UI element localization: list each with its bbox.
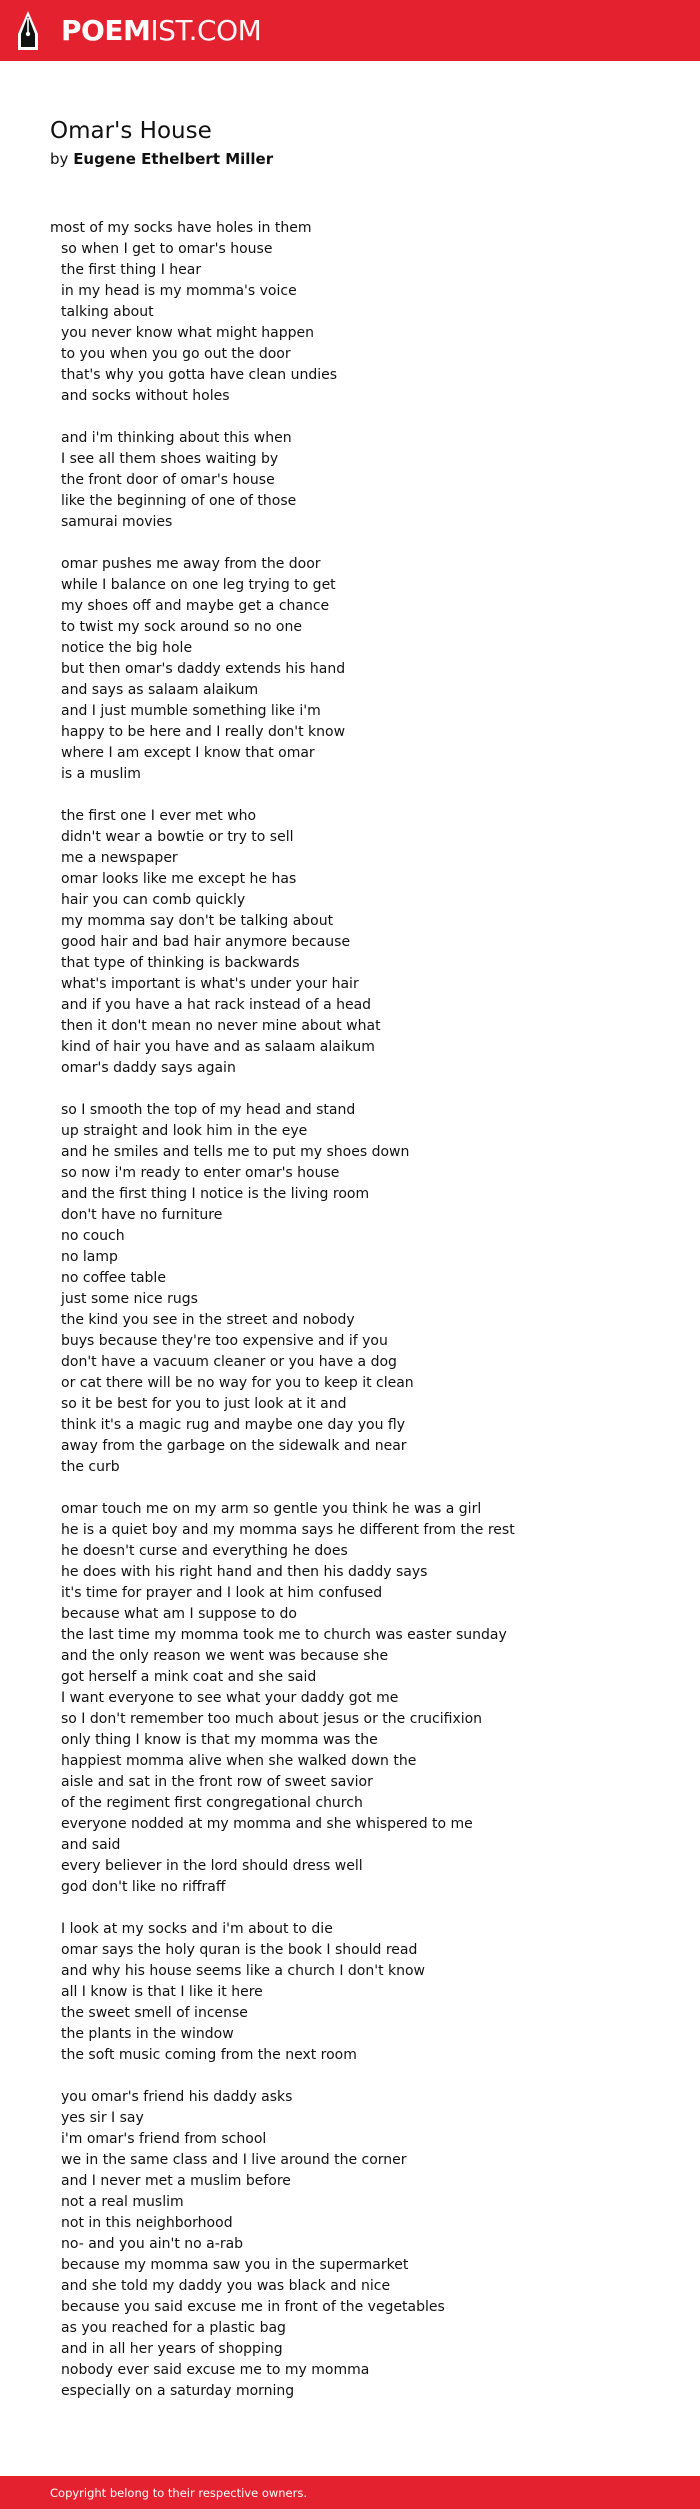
poem-line: kind of hair you have and as salaam alaikum xyxy=(61,1039,375,1055)
poem-line: and she told my daddy you was black and nice xyxy=(61,2278,391,2294)
poem-line: all I know is that I like it here xyxy=(61,1984,263,2000)
stanza xyxy=(50,554,670,785)
poem-line: he does with his right hand and then his daddy says xyxy=(61,1564,428,1580)
poem-line: and I just mumble something like i'm xyxy=(61,703,321,719)
poem-line: like the beginning of one of those xyxy=(61,493,297,509)
poem-line: I see all them shoes waiting by xyxy=(61,451,279,467)
poem-line: omar says the holy quran is the book I should read xyxy=(61,1942,418,1958)
poem-line: didn't wear a bowtie or try to sell xyxy=(61,829,294,845)
poem-line: notice the big hole xyxy=(61,640,193,656)
poem-line: think it's a magic rug and maybe one day you fly xyxy=(61,1417,406,1433)
poem-line: not a real muslim xyxy=(61,2194,184,2210)
site-logo-link[interactable] xyxy=(61,14,261,48)
poem-line: so I don't remember too much about jesus or the crucifixion xyxy=(61,1711,483,1727)
stanza xyxy=(50,428,670,533)
stanza xyxy=(50,806,670,1079)
poem-line: he is a quiet boy and my momma says he different from the rest xyxy=(61,1522,515,1538)
poem-line: aisle and sat in the front row of sweet savior xyxy=(61,1774,373,1790)
poem-line: no coffee table xyxy=(61,1270,166,1286)
poem-line: buys because they're too expensive and if you xyxy=(61,1333,388,1349)
poem-line: and if you have a hat rack instead of a head xyxy=(61,997,372,1013)
poem-line: he doesn't curse and everything he does xyxy=(61,1543,348,1559)
poem-line: the first thing I hear xyxy=(61,262,202,278)
poem-line: the kind you see in the street and nobody xyxy=(61,1312,355,1328)
poem-line: just some nice rugs xyxy=(61,1291,198,1307)
copyright-notice: Copyright belong to their respective owners. xyxy=(50,2486,308,2500)
poem-line: and he smiles and tells me to put my shoes down xyxy=(61,1144,410,1160)
brand-bold: POEM xyxy=(61,14,151,47)
poem-line: or cat there will be no way for you to keep it clean xyxy=(61,1375,414,1391)
poem-line: and in all her years of shopping xyxy=(61,2341,283,2357)
poem-line: my momma say don't be talking about xyxy=(61,913,334,929)
poem-line: omar pushes me away from the door xyxy=(61,556,321,572)
stanza xyxy=(50,2087,670,2402)
poem-line: yes sir I say xyxy=(61,2110,144,2126)
poem-line: not in this neighborhood xyxy=(61,2215,233,2231)
poem-line: don't have a vacuum cleaner or you have a dog xyxy=(61,1354,397,1370)
poem-line: i'm omar's friend from school xyxy=(61,2131,267,2147)
poem-line: where I am except I know that omar xyxy=(61,745,315,761)
poem-line: because my momma saw you in the supermarket xyxy=(61,2257,409,2273)
poem-line: me a newspaper xyxy=(61,850,178,866)
poem-line: to twist my sock around so no one xyxy=(61,619,302,635)
poem-line: my shoes off and maybe get a chance xyxy=(61,598,330,614)
poem-line: so it be best for you to just look at it and xyxy=(61,1396,347,1412)
poem-line: what's important is what's under your hair xyxy=(61,976,359,992)
poem-line: and why his house seems like a church I don't know xyxy=(61,1963,426,1979)
poem-line: the soft music coming from the next room xyxy=(61,2047,357,2063)
author-name: Eugene Ethelbert Miller xyxy=(73,150,274,168)
poem-line: you never know what might happen xyxy=(61,325,314,341)
poem-line: that type of thinking is backwards xyxy=(61,955,300,971)
poem-line: that's why you gotta have clean undies xyxy=(61,367,338,383)
poem-line: samurai movies xyxy=(61,514,173,530)
poem-line: talking about xyxy=(61,304,154,320)
poem-line: as you reached for a plastic bag xyxy=(61,2320,286,2336)
poem-line: and i'm thinking about this when xyxy=(61,430,292,446)
poem-line: you omar's friend his daddy asks xyxy=(61,2089,293,2105)
brand-light: IST.COM xyxy=(150,14,262,47)
poem-line: and said xyxy=(61,1837,121,1853)
poem-line: every believer in the lord should dress well xyxy=(61,1858,363,1874)
poem-line: to you when you go out the door xyxy=(61,346,291,362)
poem-line: the first one I ever met who xyxy=(61,808,257,824)
poem-line: nobody ever said excuse me to my momma xyxy=(61,2362,370,2378)
poem-line: most of my socks have holes in them xyxy=(50,220,312,236)
poem-line: the curb xyxy=(61,1459,120,1475)
poem-line: hair you can comb quickly xyxy=(61,892,246,908)
poem-line: and the first thing I notice is the living room xyxy=(61,1186,370,1202)
poem-body xyxy=(50,218,670,2423)
poem-line: the front door of omar's house xyxy=(61,472,275,488)
poem-line: omar looks like me except he has xyxy=(61,871,297,887)
stanza xyxy=(50,1919,670,2066)
poem-line: god don't like no riffraff xyxy=(61,1879,226,1895)
poem-line: and the only reason we went was because she xyxy=(61,1648,389,1664)
poem-line: got herself a mink coat and she said xyxy=(61,1669,317,1685)
poem-line: good hair and bad hair anymore because xyxy=(61,934,351,950)
poem-line: so now i'm ready to enter omar's house xyxy=(61,1165,340,1181)
poem-line: I look at my socks and i'm about to die xyxy=(61,1921,333,1937)
pen-nib-logo-icon[interactable] xyxy=(17,10,39,51)
byline xyxy=(50,148,273,170)
by-label: by xyxy=(50,150,69,168)
poem-line: so I smooth the top of my head and stand xyxy=(61,1102,356,1118)
poem-line: no couch xyxy=(61,1228,125,1244)
poem-line: in my head is my momma's voice xyxy=(61,283,297,299)
poem-line: the plants in the window xyxy=(61,2026,234,2042)
poem-line: because you said excuse me in front of the vegetables xyxy=(61,2299,445,2315)
poem-line: of the regiment first congregational church xyxy=(61,1795,363,1811)
poem-line: then it don't mean no never mine about what xyxy=(61,1018,381,1034)
poem-line: no- and you ain't no a-rab xyxy=(61,2236,244,2252)
poem-line: because what am I suppose to do xyxy=(61,1606,297,1622)
stanza xyxy=(50,218,670,407)
site-footer xyxy=(0,2476,700,2509)
poem-line: everyone nodded at my momma and she whispered to me xyxy=(61,1816,473,1832)
poem-line: happiest momma alive when she walked down the xyxy=(61,1753,417,1769)
poem-line: and I never met a muslim before xyxy=(61,2173,291,2189)
stanza xyxy=(50,1499,670,1898)
poem-line: and says as salaam alaikum xyxy=(61,682,259,698)
poem-title: Omar's House xyxy=(50,118,212,144)
poem-line: so when I get to omar's house xyxy=(61,241,273,257)
poem-line: it's time for prayer and I look at him confused xyxy=(61,1585,383,1601)
poem-line: the last time my momma took me to church was easter sunday xyxy=(61,1627,507,1643)
poem-line: I want everyone to see what your daddy got me xyxy=(61,1690,399,1706)
poem-line: the sweet smell of incense xyxy=(61,2005,248,2021)
poem-line: while I balance on one leg trying to get xyxy=(61,577,336,593)
poem-line: happy to be here and I really don't know xyxy=(61,724,346,740)
poem-line: up straight and look him in the eye xyxy=(61,1123,308,1139)
stanza xyxy=(50,1100,670,1478)
poem-line: omar's daddy says again xyxy=(61,1060,236,1076)
poem-line: especially on a saturday morning xyxy=(61,2383,295,2399)
poem-line: away from the garbage on the sidewalk and near xyxy=(61,1438,407,1454)
poem-line: we in the same class and I live around the corner xyxy=(61,2152,407,2168)
poem-line: only thing I know is that my momma was the xyxy=(61,1732,378,1748)
poem-line: no lamp xyxy=(61,1249,118,1265)
poem-line: but then omar's daddy extends his hand xyxy=(61,661,346,677)
poem-line: don't have no furniture xyxy=(61,1207,223,1223)
poem-line: and socks without holes xyxy=(61,388,230,404)
site-header xyxy=(0,0,700,61)
poem-line: omar touch me on my arm so gentle you think he was a girl xyxy=(61,1501,482,1517)
poem-line: is a muslim xyxy=(61,766,141,782)
